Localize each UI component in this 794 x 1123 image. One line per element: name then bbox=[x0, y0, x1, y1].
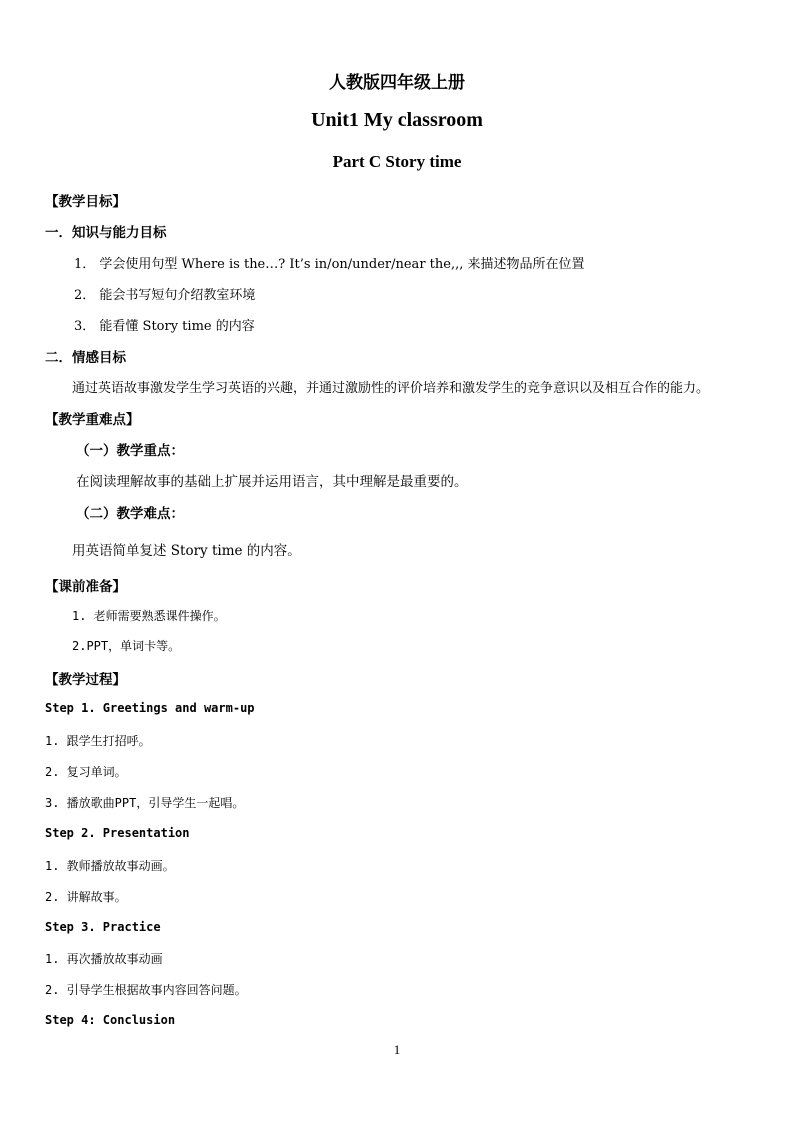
emotion-text: 通过英语故事激发学生学习英语的兴趣，并通过激励性的评价培养和激发学生的竞争意识以及相互合作的能力。 bbox=[72, 381, 710, 396]
key-point-heading: （一）教学重点： bbox=[76, 443, 184, 459]
step1-item: 3. 播放歌曲PPT，引导学生一起唱。 bbox=[45, 796, 245, 810]
document-title: 人教版四年级上册 bbox=[329, 73, 465, 93]
knowledge-item: 2． 能会书写短句介绍教室环境 bbox=[74, 288, 256, 303]
difficulties-heading: 【教学重难点】 bbox=[45, 412, 140, 428]
process-heading: 【教学过程】 bbox=[45, 672, 126, 688]
difficult-point-heading: （二）教学难点： bbox=[76, 506, 184, 522]
emotion-heading: 二．情感目标 bbox=[45, 350, 126, 366]
step3-item: 1. 再次播放故事动画 bbox=[45, 952, 163, 966]
step2-item: 2. 讲解故事。 bbox=[45, 890, 127, 904]
step4-heading: Step 4: Conclusion bbox=[45, 1013, 176, 1027]
part-title: Part C Story time bbox=[332, 152, 462, 171]
step1-heading: Step 1. Greetings and warm-up bbox=[45, 701, 255, 715]
difficult-point-text: 用英语简单复述 Story time 的内容。 bbox=[72, 543, 301, 559]
knowledge-item: 1． 学会使用句型 Where is the…? It’s in/on/under/near the,,, 来描述物品所在位置 bbox=[74, 257, 585, 272]
preparation-item: 1. 老师需要熟悉课件操作。 bbox=[72, 609, 226, 623]
knowledge-heading: 一．知识与能力目标 bbox=[45, 225, 167, 241]
step2-heading: Step 2. Presentation bbox=[45, 826, 190, 840]
unit-title: Unit1 My classroom bbox=[311, 109, 483, 131]
step3-item: 2. 引导学生根据故事内容回答问题。 bbox=[45, 983, 247, 997]
preparation-heading: 【课前准备】 bbox=[45, 579, 126, 595]
objectives-heading: 【教学目标】 bbox=[45, 194, 126, 210]
key-point-text: 在阅读理解故事的基础上扩展并运用语言，其中理解是最重要的。 bbox=[76, 474, 468, 490]
knowledge-item: 3． 能看懂 Story time 的内容 bbox=[74, 319, 255, 334]
step2-item: 1. 教师播放故事动画。 bbox=[45, 859, 175, 873]
step1-item: 1. 跟学生打招呼。 bbox=[45, 734, 151, 748]
step3-heading: Step 3. Practice bbox=[45, 920, 161, 934]
step1-item: 2. 复习单词。 bbox=[45, 765, 127, 779]
page-number: 1 bbox=[393, 1042, 401, 1057]
preparation-item: 2.PPT，单词卡等。 bbox=[72, 639, 181, 653]
